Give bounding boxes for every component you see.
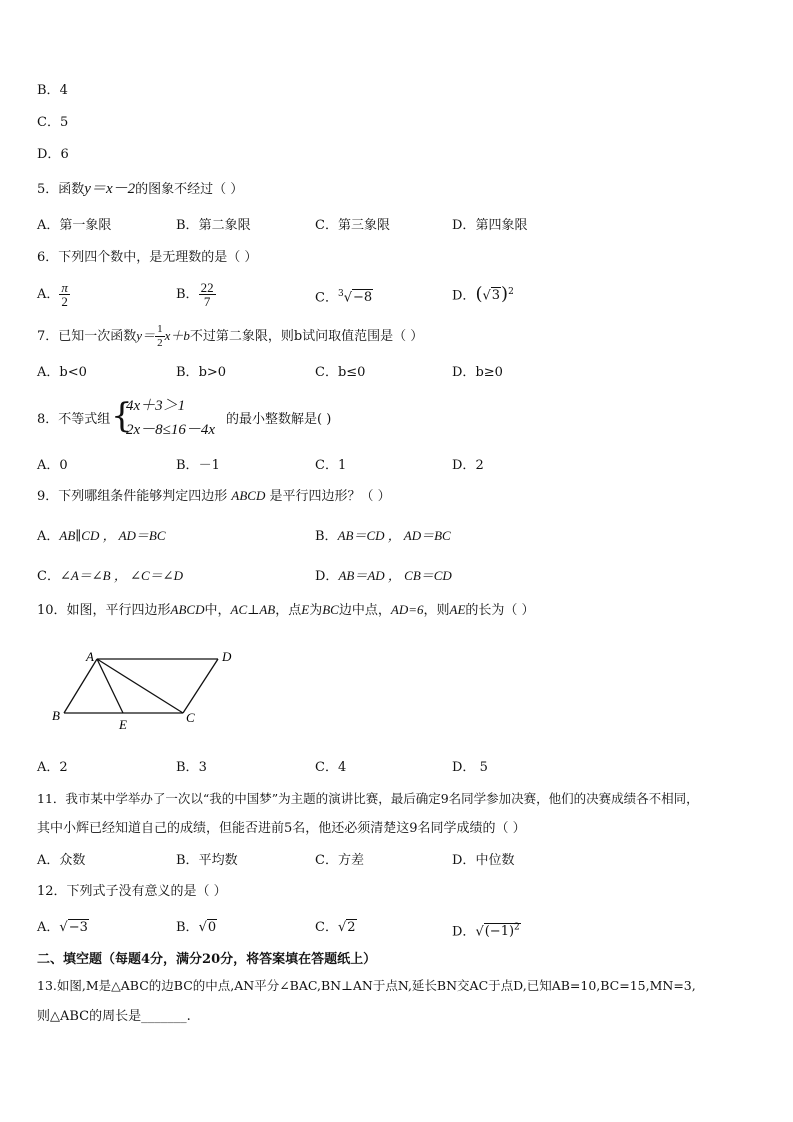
q8-option-d: D．2 bbox=[452, 458, 484, 473]
q8-inequality-2: 2x－8≤16－4x bbox=[126, 422, 216, 438]
q7-option-d: D．b≥0 bbox=[452, 365, 503, 380]
q11-option-d: D．中位数 bbox=[452, 853, 515, 868]
q6-option-c: C．$^3$√−8 bbox=[315, 289, 373, 306]
q6-option-d: D．$(√3)^2$ bbox=[452, 283, 514, 305]
section-heading-fill-in: 二、填空题（每题4分，满分20分，将答案填在答题纸上） bbox=[37, 952, 377, 967]
q5-option-a: A．第一象限 bbox=[37, 218, 112, 233]
question-11-line-2: 其中小辉已经知道自己的成绩，但能否进前5名，他还必须清楚这9名同学成绩的（ ） bbox=[37, 821, 526, 836]
q5-option-b: B．第二象限 bbox=[176, 218, 251, 233]
system-brace: { bbox=[111, 396, 133, 436]
q11-option-b: B．平均数 bbox=[176, 853, 238, 868]
q6-option-b: B． $\frac{22}{7}$ bbox=[176, 280, 214, 309]
point-e-label: E bbox=[119, 717, 127, 732]
q12-option-d: D．$√(-1)^2$ bbox=[452, 923, 520, 940]
question-8-prefix: 8．不等式组 bbox=[37, 412, 111, 427]
q12-option-c: C．√2 bbox=[315, 920, 356, 935]
question-13-line-1: 13.如图,M是△ABC的边BC的中点,AN平分∠BAC,BN⊥AN于点N,延长BN交AC于点D,已知AB=10,BC=15,MN=3, bbox=[37, 978, 696, 993]
q10-option-b: B．3 bbox=[176, 760, 207, 775]
q12-option-a: A．√−3 bbox=[37, 920, 88, 935]
question-7-stem: 7．已知一次函数y＝ $\frac{1}{2}$ x＋b不过第二象限，则b试问取值范围是（ ） bbox=[37, 323, 424, 349]
question-9-stem: 9．下列哪组条件能够判定四边形 ABCD 是平行四边形？（ ） bbox=[37, 488, 391, 504]
option-b-prev: B．4 bbox=[37, 83, 68, 98]
q11-option-c: C．方差 bbox=[315, 853, 364, 868]
q7-option-c: C．b≤0 bbox=[315, 365, 366, 380]
q8-option-c: C．1 bbox=[315, 458, 347, 473]
q7-option-a: A．b<0 bbox=[37, 365, 87, 380]
q8-option-a: A．0 bbox=[37, 458, 68, 473]
question-5-stem: 5．函数y＝x－2的图象不经过（ ） bbox=[37, 181, 244, 197]
q11-option-a: A．众数 bbox=[37, 853, 86, 868]
q9-option-d: D．AB＝AD ， CB＝CD bbox=[315, 568, 452, 584]
q10-option-c: C．4 bbox=[315, 760, 347, 775]
q12-option-b: B．√0 bbox=[176, 920, 217, 935]
q5-option-d: D．第四象限 bbox=[452, 218, 528, 233]
q6-option-a: A． $\frac{\pi}{2}$ bbox=[37, 280, 68, 309]
option-c-prev: C．5 bbox=[37, 115, 69, 130]
option-d-prev: D．6 bbox=[37, 147, 69, 162]
q9-option-a: A．AB∥CD ， AD＝BC bbox=[37, 528, 166, 544]
question-12-stem: 12．下列式子没有意义的是（ ） bbox=[37, 884, 227, 899]
question-11-line-1: 11．我市某中学举办了一次以“我的中国梦”为主题的演讲比赛，最后确定9名同学参加决赛，他们的决赛成绩各不相同， bbox=[37, 791, 699, 806]
q8-option-b: B．－1 bbox=[176, 458, 220, 473]
q9-option-c: C．∠A＝∠B ， ∠C＝∠D bbox=[37, 568, 183, 584]
vertex-b-label: B bbox=[52, 708, 60, 723]
question-13-line-2: 则△ABC的周长是_______. bbox=[37, 1009, 191, 1024]
q5-option-c: C．第三象限 bbox=[315, 218, 390, 233]
q7-option-b: B．b>0 bbox=[176, 365, 227, 380]
vertex-c-label: C bbox=[186, 710, 195, 725]
q10-option-d: D． 5 bbox=[452, 760, 488, 775]
parallelogram-figure bbox=[40, 640, 260, 740]
question-8-suffix: 的最小整数解是( ) bbox=[226, 412, 332, 427]
vertex-d-label: D bbox=[222, 649, 232, 664]
vertex-a-label: A bbox=[86, 649, 94, 664]
question-6-stem: 6．下列四个数中，是无理数的是（ ） bbox=[37, 250, 258, 265]
question-10-stem: 10．如图，平行四边形ABCD中，AC⊥AB，点E为BC边中点，AD=6，则AE的长为（ ） bbox=[37, 602, 535, 618]
q9-option-b: B．AB＝CD ， AD＝BC bbox=[315, 528, 451, 544]
q8-inequality-1: 4x＋3＞1 bbox=[126, 398, 186, 414]
q10-option-a: A．2 bbox=[37, 760, 68, 775]
